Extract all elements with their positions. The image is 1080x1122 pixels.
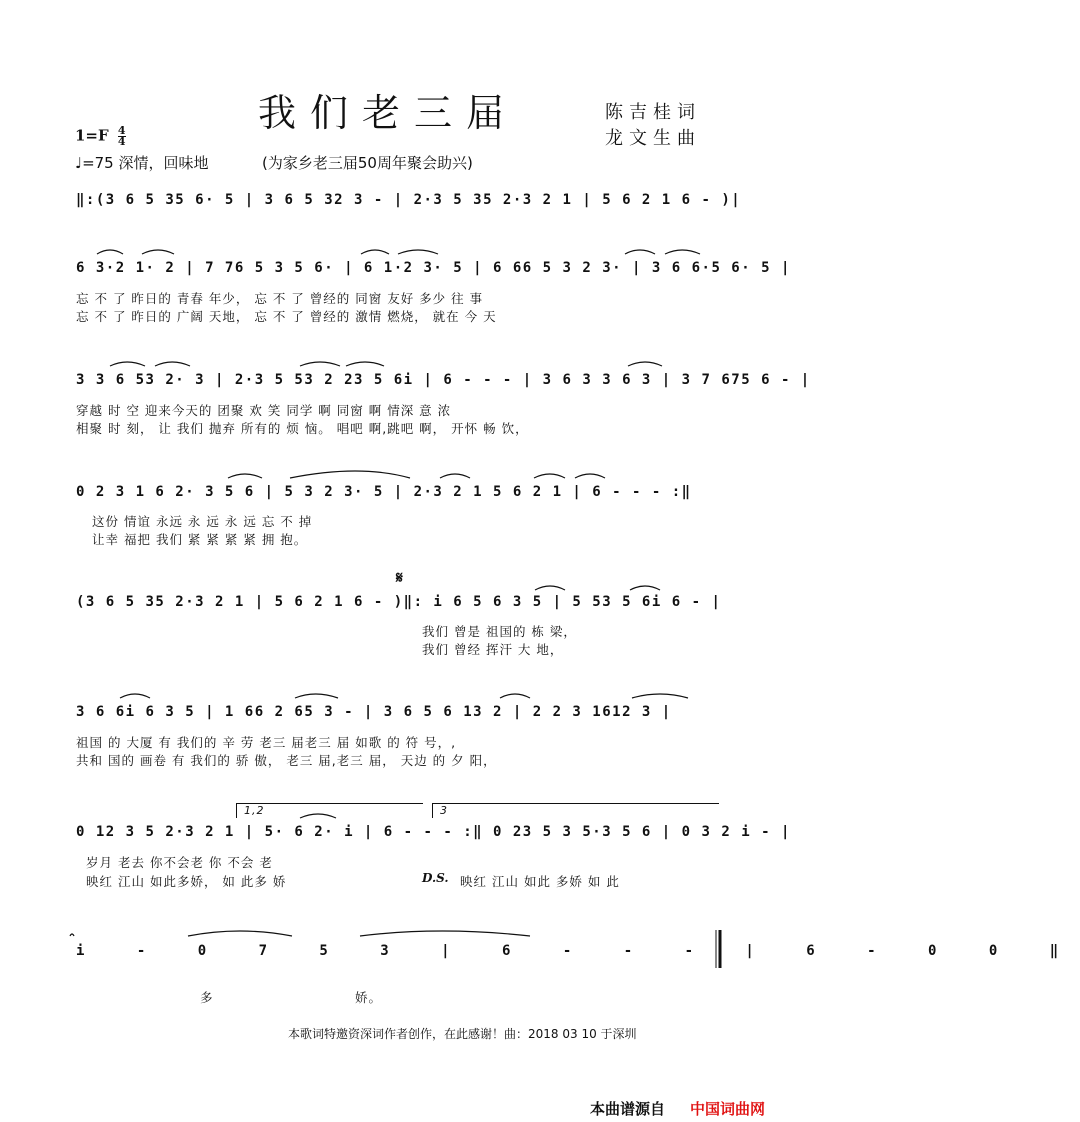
time-top: 4 bbox=[117, 124, 126, 137]
key-label: 1=F bbox=[75, 126, 109, 145]
lyric-row-7-verse-1: 岁月 老去 你不会老 你 不会 老 bbox=[86, 855, 273, 870]
lyric-row-6-verse-1: 祖国 的 大厦 有 我们的 辛 劳 老三 届老三 届 如歌 的 符 号，, bbox=[76, 735, 457, 750]
time-bottom: 4 bbox=[117, 135, 126, 148]
performance-note: (为家乡老三届50周年聚会助兴) bbox=[262, 154, 473, 172]
lyric-row-2-verse-2: 忘 不 了 昨日的 广阔 天地， 忘 不 了 曾经的 激情 燃烧， 就在 今 天 bbox=[76, 309, 497, 324]
lyric-row-4-verse-1: 这份 情谊 永远 永 远 永 远 忘 不 掉 bbox=[92, 514, 313, 529]
time-signature bbox=[118, 126, 126, 147]
lyric-row-6-verse-2: 共和 国的 画卷 有 我们的 骄 傲， 老三 届,老三 届， 天边 的 夕 阳， bbox=[76, 753, 497, 768]
volta-label-1: 1,2 bbox=[244, 804, 265, 817]
notation-row-2: 6 3·2 1· 2 | 7 76 5 3 5 6· | 6 1·2 3· 5 | 6 66 5 3 2 3· | 3 6 6·5 6· 5 | bbox=[76, 260, 791, 276]
lyric-row-5-verse-1: 我们 曾是 祖国的 栋 梁， bbox=[422, 624, 577, 639]
lyric-row-7-verse-3: 映红 江山 如此 多娇 如 此 bbox=[460, 874, 620, 889]
notation-row-8: i - 0 7 5 3 | 6 - - - | 6 - 0 0 ‖ bbox=[76, 943, 1080, 959]
notation-row-6: 3 6 6i 6 3 5 | 1 66 2 65 3 - | 3 6 5 6 13 2 | 2 2 3 1612 3 | bbox=[76, 704, 672, 720]
volta-label-2: 3 bbox=[440, 804, 448, 817]
page-title: 我们老三届 bbox=[258, 91, 519, 135]
dal-segno-mark: D.S. bbox=[422, 871, 449, 885]
composer-credit: 龙文生曲 bbox=[605, 128, 701, 149]
lyric-row-8-word-2: 娇。 bbox=[355, 990, 383, 1005]
lyricist-credit: 陈吉桂词 bbox=[605, 102, 701, 123]
tempo-marking: ♩=75 深情，回味地 bbox=[75, 154, 209, 172]
notation-row-7: 0 12 3 5 2·3 2 1 | 5· 6 2· i | 6 - - - :‖ 0 23 5 3 5·3 5 6 | 0 3 2 i - | bbox=[76, 824, 791, 840]
lyric-row-4-verse-2: 让幸 福把 我们 紧 紧 紧 紧 拥 抱。 bbox=[92, 532, 308, 547]
source-label: 本曲谱源自 bbox=[590, 1100, 666, 1118]
lyric-row-7-verse-2: 映红 江山 如此多娇， 如 此多 娇 bbox=[86, 874, 287, 889]
lyric-row-3-verse-1: 穿越 时 空 迎来今天的 团聚 欢 笑 同学 啊 同窗 啊 情深 意 浓 bbox=[76, 403, 452, 418]
volta-bracket-2 bbox=[432, 803, 719, 818]
dedication-note: 本歌词特邀资深词作者创作，在此感谢！曲：2018 03 10 于深圳 bbox=[288, 1027, 637, 1041]
notation-row-5: (3 6 5 35 2·3 2 1 | 5 6 2 1 6 - )‖: i 6 5 6 3 5 | 5 53 5 6i 6 - | bbox=[76, 594, 722, 610]
lyric-row-2-verse-1: 忘 不 了 昨日的 青春 年少， 忘 不 了 曾经的 同窗 友好 多少 往 事 bbox=[76, 291, 484, 306]
lyric-row-3-verse-2: 相聚 时 刻， 让 我们 抛弃 所有的 烦 恼。 唱吧 啊,跳吧 啊， 开怀 畅 饮， bbox=[76, 421, 529, 436]
notation-row-4: 0 2 3 1 6 2· 3 5 6 | 5 3 2 3· 5 | 2·3 2 1 5 6 2 1 | 6 - - - :‖ bbox=[76, 484, 692, 500]
segno-sign: 𝄋 bbox=[396, 568, 403, 587]
source-site-link[interactable]: 中国词曲网 bbox=[690, 1100, 766, 1118]
lyric-row-5-verse-2: 我们 曾经 挥汗 大 地， bbox=[422, 642, 564, 657]
lyric-row-8-word-1: 多 bbox=[200, 990, 214, 1005]
notation-row-3: 3 3 6 53 2· 3 | 2·3 5 53 2 23 5 6i | 6 - - - | 3 6 3 3 6 3 | 3 7 675 6 - | bbox=[76, 372, 811, 388]
notation-row-1: ‖:(3 6 5 35 6· 5 | 3 6 5 32 3 - | 2·3 5 35 2·3 2 1 | 5 6 2 1 6 - )| bbox=[76, 192, 742, 208]
key-signature bbox=[75, 126, 126, 147]
